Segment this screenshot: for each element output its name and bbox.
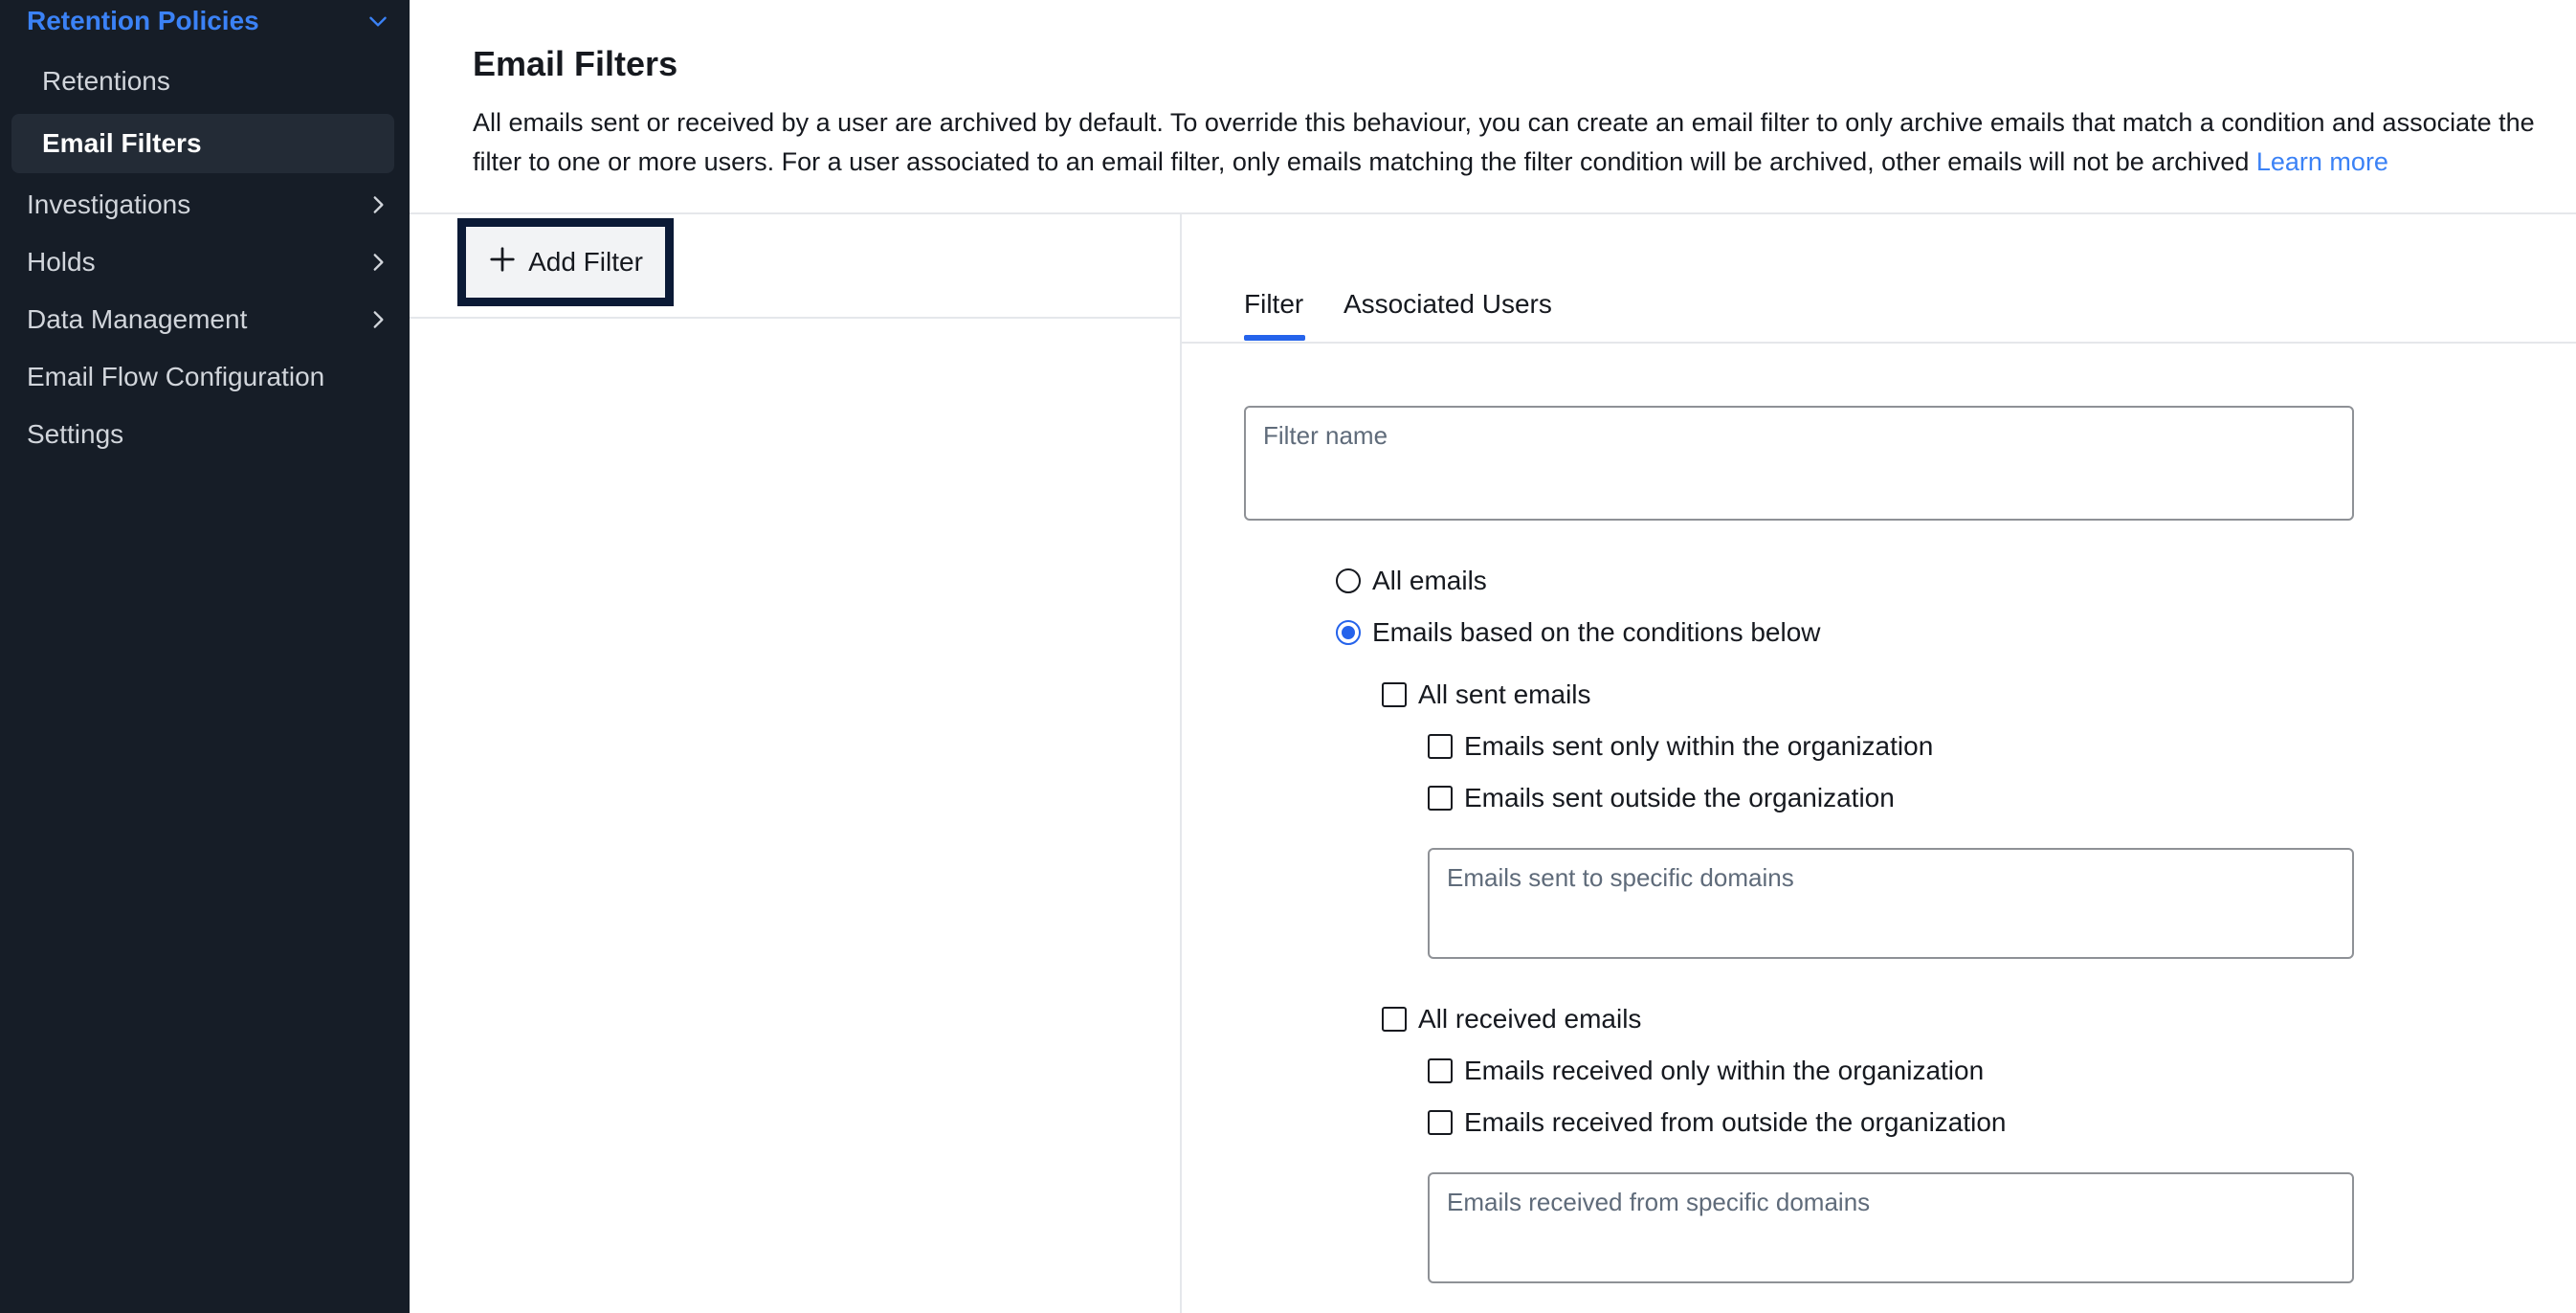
- checkbox-label: Emails received from outside the organization: [1464, 1107, 2007, 1137]
- sidebar-item-investigations[interactable]: [27, 181, 390, 229]
- checkbox-label: All sent emails: [1418, 679, 1591, 709]
- sidebar-item-label: Retentions: [42, 66, 170, 96]
- sidebar-item-retentions[interactable]: [11, 52, 394, 111]
- checkbox-received-within-org[interactable]: [1428, 1056, 1984, 1086]
- checkbox-box[interactable]: [1428, 1110, 1453, 1135]
- checkbox-received-outside-org[interactable]: [1428, 1107, 2007, 1138]
- sidebar-item-label: Holds: [27, 247, 96, 277]
- checkbox-box[interactable]: [1382, 682, 1407, 707]
- checkbox-label: All received emails: [1418, 1004, 1642, 1034]
- sidebar-group-label: Retention Policies: [27, 6, 259, 35]
- checkbox-box[interactable]: [1428, 786, 1453, 811]
- checkbox-label: Emails received only within the organization: [1464, 1056, 1985, 1085]
- tab-filter[interactable]: Filter: [1244, 289, 1304, 319]
- sidebar-item-label: Email Flow Configuration: [27, 362, 325, 391]
- sidebar-item-settings[interactable]: [27, 411, 390, 458]
- sidebar-item-email-filters[interactable]: [11, 114, 394, 173]
- sidebar-item-data-management[interactable]: [27, 296, 390, 344]
- learn-more-link[interactable]: Learn more: [2255, 147, 2388, 176]
- page-title: Email Filters: [473, 44, 678, 83]
- radio-label: Emails based on the conditions below: [1372, 617, 1821, 647]
- tabs-divider: [1182, 342, 2576, 344]
- add-filter-button[interactable]: [457, 218, 674, 306]
- radio-label: All emails: [1372, 566, 1487, 595]
- checkbox-sent-within-org[interactable]: [1428, 731, 1933, 762]
- plus-icon: [488, 245, 517, 280]
- sidebar-item-label: Settings: [27, 419, 124, 449]
- radio-emails-based-on-conditions[interactable]: [1336, 617, 1821, 648]
- sidebar-item-label: Email Filters: [42, 128, 202, 158]
- radio-all-emails[interactable]: [1336, 566, 1487, 596]
- sidebar: [0, 0, 410, 1313]
- checkbox-all-received-emails[interactable]: [1382, 1004, 1641, 1035]
- chevron-down-icon: [366, 9, 390, 33]
- sent-domains-input[interactable]: [1428, 848, 2354, 959]
- sidebar-item-email-flow-configuration[interactable]: [27, 353, 390, 401]
- checkbox-sent-outside-org[interactable]: [1428, 783, 1895, 813]
- sidebar-item-label: Data Management: [27, 304, 248, 334]
- chevron-right-icon: [366, 307, 390, 332]
- radio-circle[interactable]: [1336, 568, 1361, 593]
- radio-circle-selected[interactable]: [1336, 620, 1361, 645]
- checkbox-all-sent-emails[interactable]: [1382, 679, 1591, 710]
- chevron-right-icon: [366, 192, 390, 217]
- header-divider: [410, 212, 2576, 214]
- checkbox-box[interactable]: [1428, 1058, 1453, 1083]
- pane-divider: [1180, 214, 1182, 1313]
- description-text: All emails sent or received by a user are archived by default. To override this behaviour, you can create an email filter to only archive emails that match a condition and associate the filter to one or more users. For a user associated to an email filter, only emails matching the filter condition will be archived, other emails will not be archived: [473, 108, 2535, 176]
- page-description: [473, 103, 2540, 182]
- left-pane-divider: [410, 317, 1181, 319]
- received-domains-input[interactable]: [1428, 1172, 2354, 1283]
- checkbox-box[interactable]: [1428, 734, 1453, 759]
- filter-name-input[interactable]: [1244, 406, 2354, 521]
- sidebar-group-retention-policies[interactable]: [27, 0, 390, 42]
- sidebar-item-holds[interactable]: [27, 238, 390, 286]
- tab-selected-indicator: [1244, 335, 1305, 341]
- sidebar-item-label: Investigations: [27, 189, 191, 219]
- tab-associated-users[interactable]: Associated Users: [1344, 289, 1552, 319]
- checkbox-box[interactable]: [1382, 1007, 1407, 1032]
- checkbox-label: Emails sent outside the organization: [1464, 783, 1895, 812]
- add-filter-label: Add Filter: [528, 247, 643, 277]
- checkbox-label: Emails sent only within the organization: [1464, 731, 1934, 761]
- chevron-right-icon: [366, 250, 390, 275]
